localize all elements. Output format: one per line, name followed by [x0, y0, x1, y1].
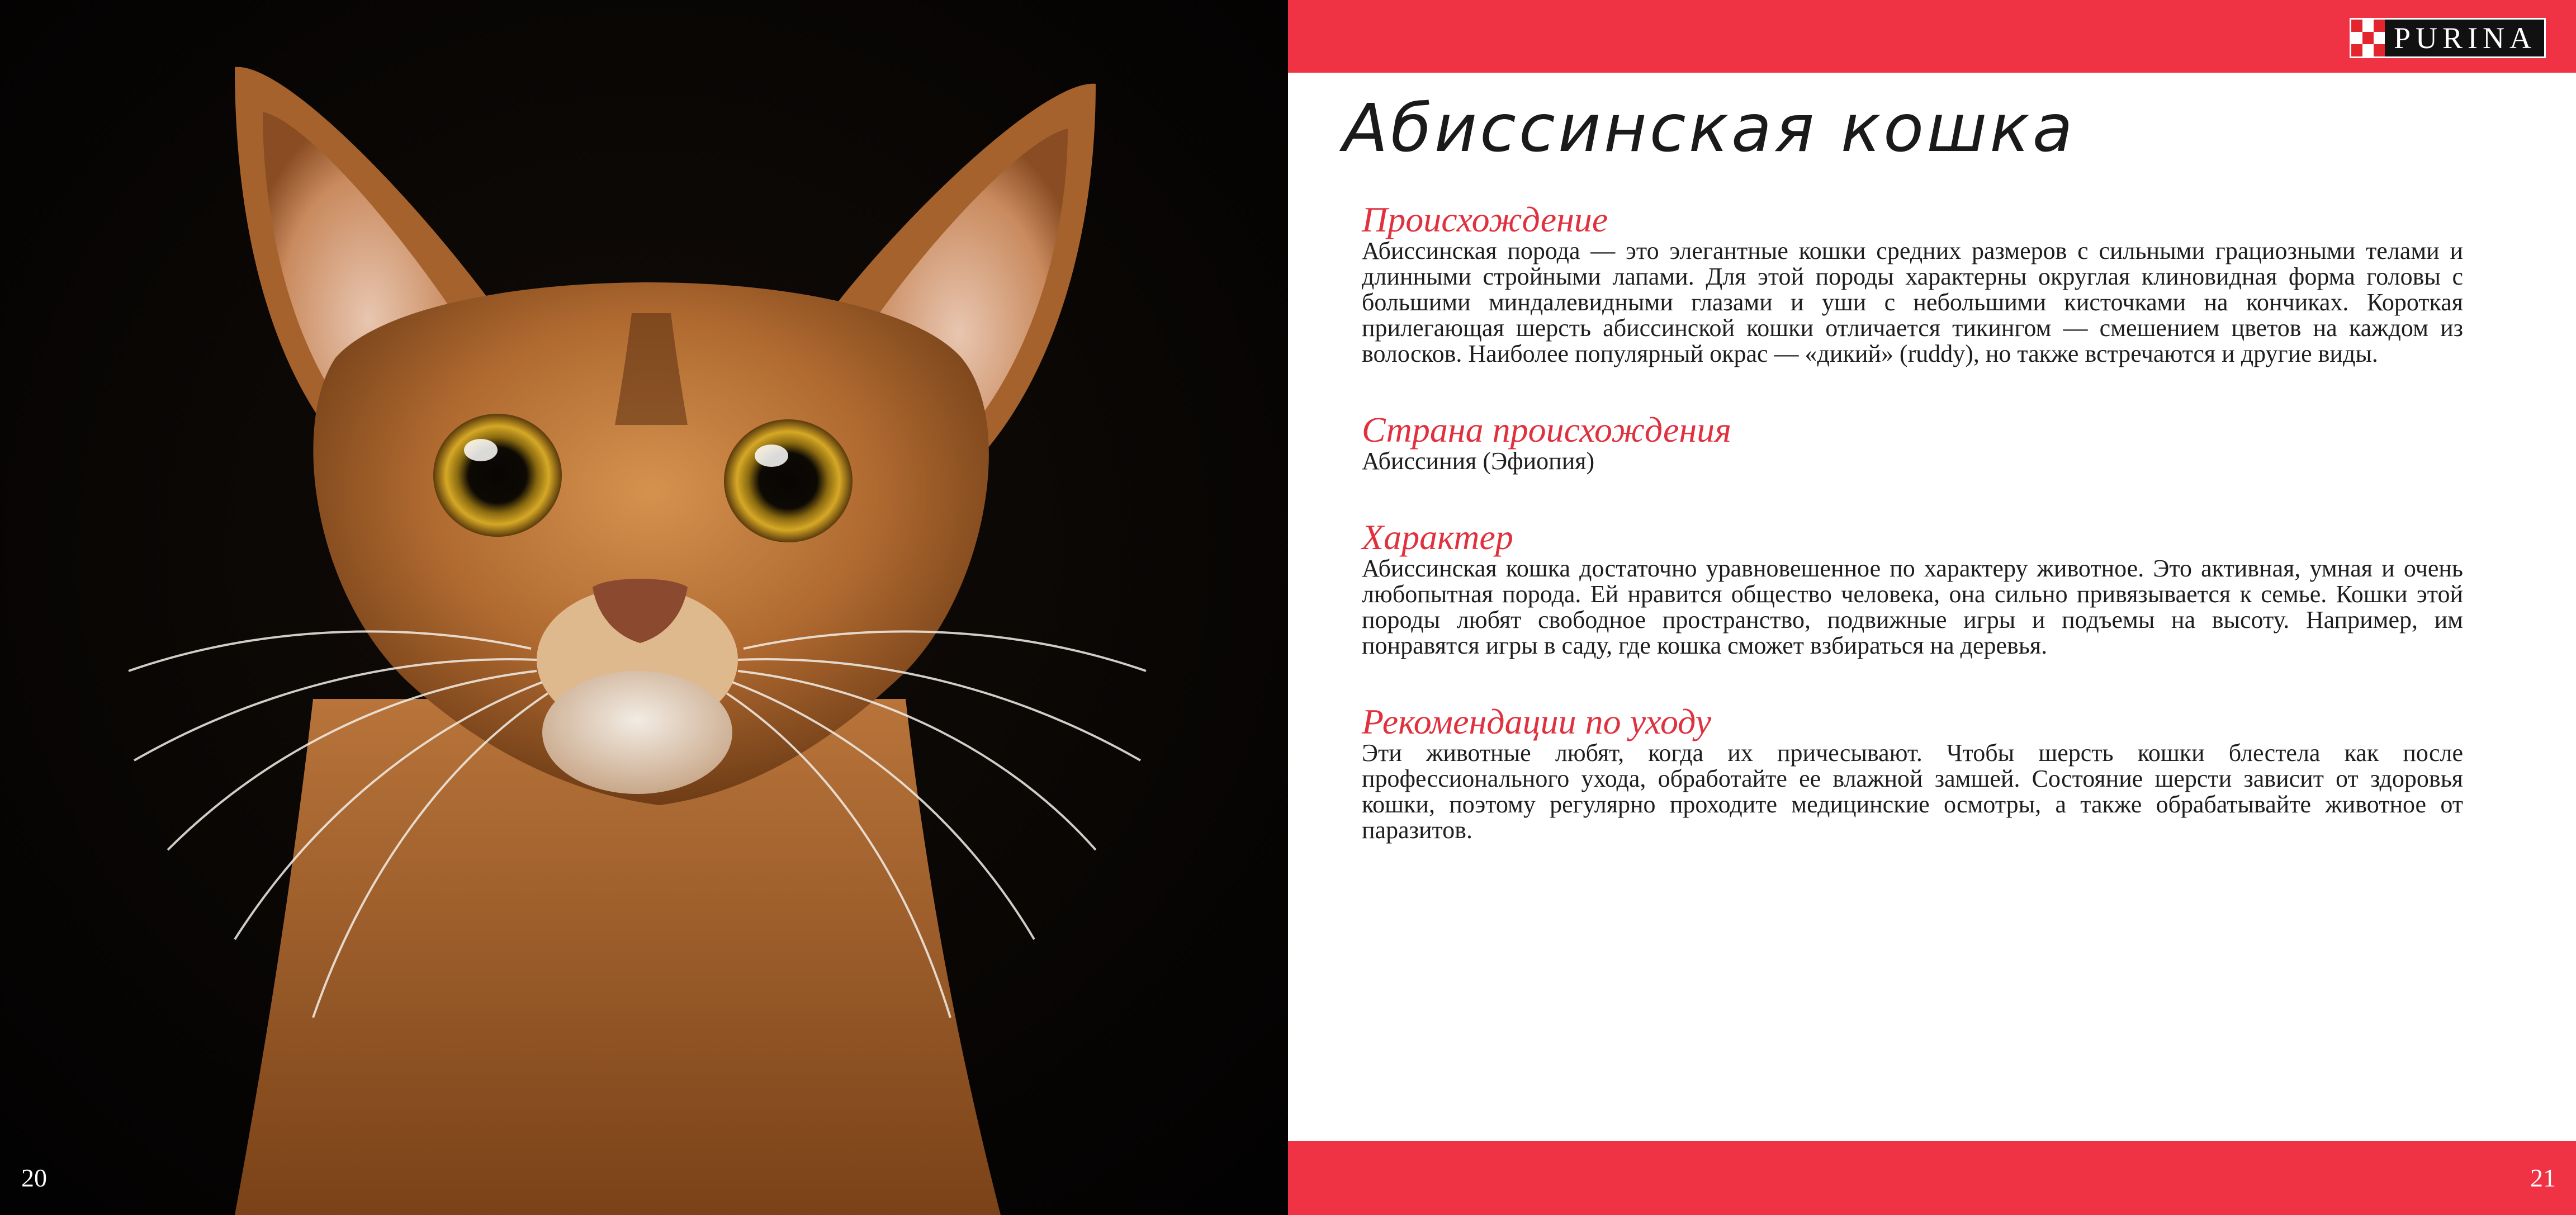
footer-bar: [1288, 1141, 2576, 1215]
section-heading: Характер: [1362, 517, 1513, 557]
section-country: [1362, 412, 2463, 474]
section-heading: Страна происхождения: [1362, 410, 1731, 450]
breed-description: [1362, 201, 2463, 888]
checkerboard-icon: [2351, 20, 2385, 56]
section-body: Абиссинская кошка достаточно уравновешенное по характеру животное. Это активная, умная и очень любопытная порода. Ей нравится общество человека, она сильно привязывается к семье. Кошки этой породы любят свободное пространство, подвижные игры и подъемы на высоту. Например, им понравятся игры в саду, где кошка сможет взбираться на деревья.: [1362, 555, 2463, 659]
section-body: Абиссиния (Эфиопия): [1362, 447, 1595, 475]
page-number-right: 21: [2530, 1164, 2556, 1192]
section-character: [1362, 519, 2463, 659]
section-heading: Рекомендации по уходу: [1362, 702, 1712, 741]
section-body: Эти животные любят, когда их причесывают. Чтобы шерсть кошки блестела как после профессионального ухода, обработайте ее влажной замшей. Состояние шерсти зависит от здоровья кошки, поэтому регулярно проходите медицинские осмотры, а также обрабатывайте животное от паразитов.: [1362, 739, 2463, 844]
page-title: Абиссинская кошка: [1343, 89, 2076, 167]
purina-logo: [2350, 18, 2546, 58]
cat-eye-right: [724, 419, 853, 542]
section-care: [1362, 703, 2463, 843]
header-bar: [1288, 0, 2576, 73]
cat-eye-left: [433, 414, 562, 537]
section-heading: Происхождение: [1362, 200, 1608, 239]
section-body: Абиссинская порода — это элегантные кошки средних размеров с сильными грациозными телами и длинными стройными лапами. Для этой породы характерны округлая клиновидная форма головы с большими миндалевидными глазами и уши с небольшими кисточками на кончиках. Короткая прилегающая шерсть абиссинской кошки отличается тикингом — смешением цветов на каждом из волосков. Наиболее популярный окрас — «дикий» (ruddy), но также встречаются и другие виды.: [1362, 237, 2463, 367]
page-number-left: 20: [21, 1164, 47, 1192]
logo-wordmark: PURINA: [2385, 20, 2544, 56]
right-page: [1288, 0, 2576, 1215]
section-origin: [1362, 201, 2463, 367]
